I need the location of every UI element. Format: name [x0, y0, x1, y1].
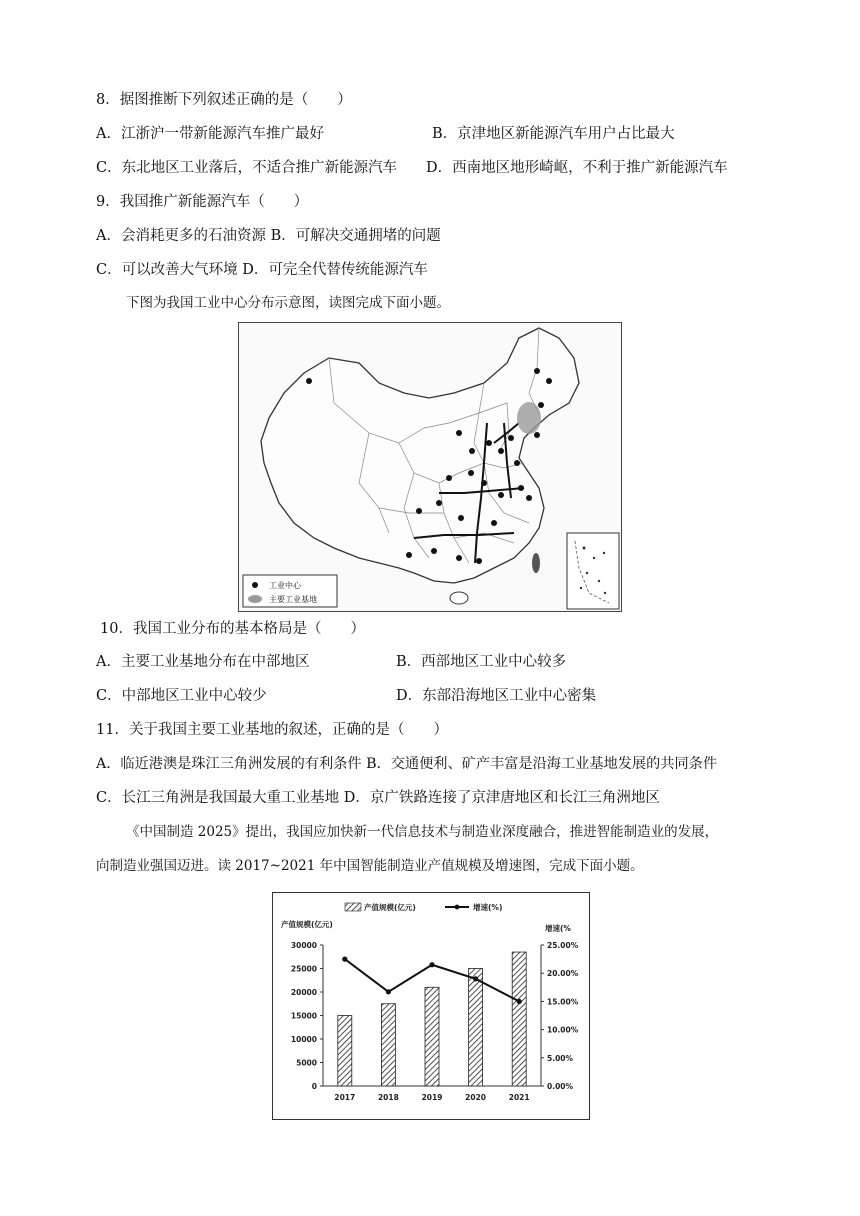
- industrial-center-dot: [508, 435, 514, 441]
- industrial-center-dot: [534, 432, 540, 438]
- x-tick-label: 2020: [465, 1093, 487, 1102]
- growth-point-2017: [342, 957, 347, 962]
- legend-bar-swatch: [345, 903, 361, 911]
- industrial-center-dot: [416, 508, 422, 514]
- q10-option-a: A．主要工业基地分布在中部地区: [96, 654, 310, 670]
- q10-option-d: D．东部沿海地区工业中心密集: [396, 688, 597, 704]
- growth-point-2018: [386, 989, 391, 994]
- bar-2020: [469, 969, 483, 1087]
- industrial-center-dot: [306, 378, 312, 384]
- y-axis-left-title: 产值规模(亿元): [281, 920, 333, 929]
- x-tick-label: 2017: [334, 1093, 356, 1102]
- right-tick-label: 0.00%: [547, 1082, 574, 1091]
- left-tick-label: 0: [311, 1082, 317, 1091]
- bar-2021: [512, 952, 526, 1086]
- legend-bar-label: 产值规模(亿元): [364, 903, 416, 912]
- chart-container: [272, 892, 590, 1120]
- legend-line-marker: [455, 905, 460, 910]
- growth-point-2020: [473, 976, 478, 981]
- q8-option-c: C．东北地区工业落后，不适合推广新能源汽车: [96, 160, 398, 176]
- industrial-center-dot: [514, 460, 520, 466]
- industrial-center-dot: [498, 492, 504, 498]
- chart-intro-line-1: 《中国制造 2025》提出，我国应加快新一代信息技术与制造业深度融合，推进智能制造业的发展，: [126, 824, 719, 840]
- industrial-center-dot: [534, 368, 540, 374]
- industrial-center-dot: [518, 485, 524, 491]
- industrial-center-dot: [456, 430, 462, 436]
- industrial-center-dot: [446, 475, 452, 481]
- industrial-center-dot: [431, 548, 437, 554]
- q10-option-c: C．中部地区工业中心较少: [96, 688, 267, 704]
- q8-option-d: D．西南地区地形崎岖，不利于推广新能源汽车: [426, 160, 728, 176]
- left-tick-label: 30000: [290, 941, 317, 950]
- hainan-island: [450, 592, 468, 604]
- left-tick-label: 5000: [296, 1058, 317, 1068]
- q9-options-ab: A．会消耗更多的石油资源 B．可解决交通拥堵的问题: [96, 228, 441, 244]
- industrial-center-dot: [456, 555, 462, 561]
- industrial-center-dot: [436, 500, 442, 506]
- x-tick-label: 2021: [508, 1093, 530, 1102]
- industrial-center-dot: [546, 378, 552, 384]
- industrial-center-dot: [481, 480, 487, 486]
- industrial-center-dot: [486, 440, 492, 446]
- taiwan-island: [532, 553, 540, 573]
- right-tick-label: 10.00%: [547, 1025, 579, 1035]
- right-tick-label: 25.00%: [547, 941, 579, 950]
- industrial-center-dot: [498, 448, 504, 454]
- industrial-center-dot: [468, 470, 474, 476]
- industrial-center-dot: [491, 520, 497, 526]
- growth-point-2021: [517, 999, 522, 1004]
- map-intro: 下图为我国工业中心分布示意图，读图完成下面小题。: [126, 295, 450, 311]
- chart-legend: [345, 902, 502, 912]
- q8-option-a: A．江浙沪一带新能源汽车推广最好: [96, 126, 324, 142]
- right-tick-label: 5.00%: [547, 1053, 574, 1063]
- china-outline: [261, 328, 579, 583]
- legend-base-icon: [248, 595, 262, 603]
- chart-svg: [273, 893, 589, 1119]
- industrial-center-dot: [526, 495, 532, 501]
- q11-options-cd: C．长江三角洲是我国最大重工业基地 D．京广铁路连接了京津唐地区和长江三角洲地区: [96, 790, 660, 806]
- y-axis-right-title: 增速(%: [545, 924, 571, 933]
- q11-options-ab: A．临近港澳是珠江三角洲发展的有利条件 B．交通便利、矿产丰富是沿海工业基地发展的共同条件: [96, 756, 718, 772]
- q10-option-b: B．西部地区工业中心较多: [396, 654, 567, 670]
- right-tick-label: 15.00%: [547, 997, 579, 1007]
- industrial-center-dot: [458, 515, 464, 521]
- industrial-center-dot: [476, 558, 482, 564]
- left-tick-label: 15000: [290, 1011, 317, 1021]
- x-tick-label: 2018: [377, 1093, 399, 1102]
- q8-stem: 8．据图推断下列叙述正确的是（ ）: [96, 92, 352, 108]
- industrial-base-shade: [517, 402, 541, 434]
- south-sea-inset: [567, 533, 619, 609]
- china-industry-map: [238, 322, 622, 612]
- left-tick-label: 25000: [290, 964, 317, 974]
- left-tick-label: 20000: [290, 988, 317, 997]
- x-tick-label: 2019: [421, 1093, 443, 1102]
- legend-label-center: 工业中心: [269, 581, 301, 590]
- right-tick-label: 20.00%: [547, 969, 579, 979]
- left-tick-label: 10000: [290, 1035, 317, 1044]
- q9-options-cd: C．可以改善大气环境 D．可完全代替传统能源汽车: [96, 262, 428, 278]
- q8-option-b: B．京津地区新能源汽车用户占比最大: [432, 126, 675, 142]
- industrial-center-dot: [469, 448, 475, 454]
- bar-2019: [425, 987, 439, 1086]
- legend-dot-icon: [252, 582, 258, 588]
- q11-stem: 11．关于我国主要工业基地的叙述，正确的是（ ）: [96, 722, 448, 738]
- map-graphic: [239, 323, 621, 611]
- bar-2017: [338, 1016, 352, 1087]
- legend-label-base: 主要工业基地: [269, 595, 317, 604]
- q9-stem: 9．我国推广新能源汽车（ ）: [96, 194, 309, 210]
- industrial-center-dot: [538, 402, 544, 408]
- industrial-center-dot: [406, 552, 412, 558]
- growth-point-2019: [429, 962, 434, 967]
- legend-line-label: 增速(%): [473, 903, 503, 912]
- chart-intro-line-2: 向制造业强国迈进。读 2017~2021 年中国智能制造业产值规模及增速图，完成下面小题。: [96, 858, 644, 874]
- bar-2018: [381, 1004, 395, 1086]
- q10-stem: 10．我国工业分布的基本格局是（ ）: [100, 621, 365, 637]
